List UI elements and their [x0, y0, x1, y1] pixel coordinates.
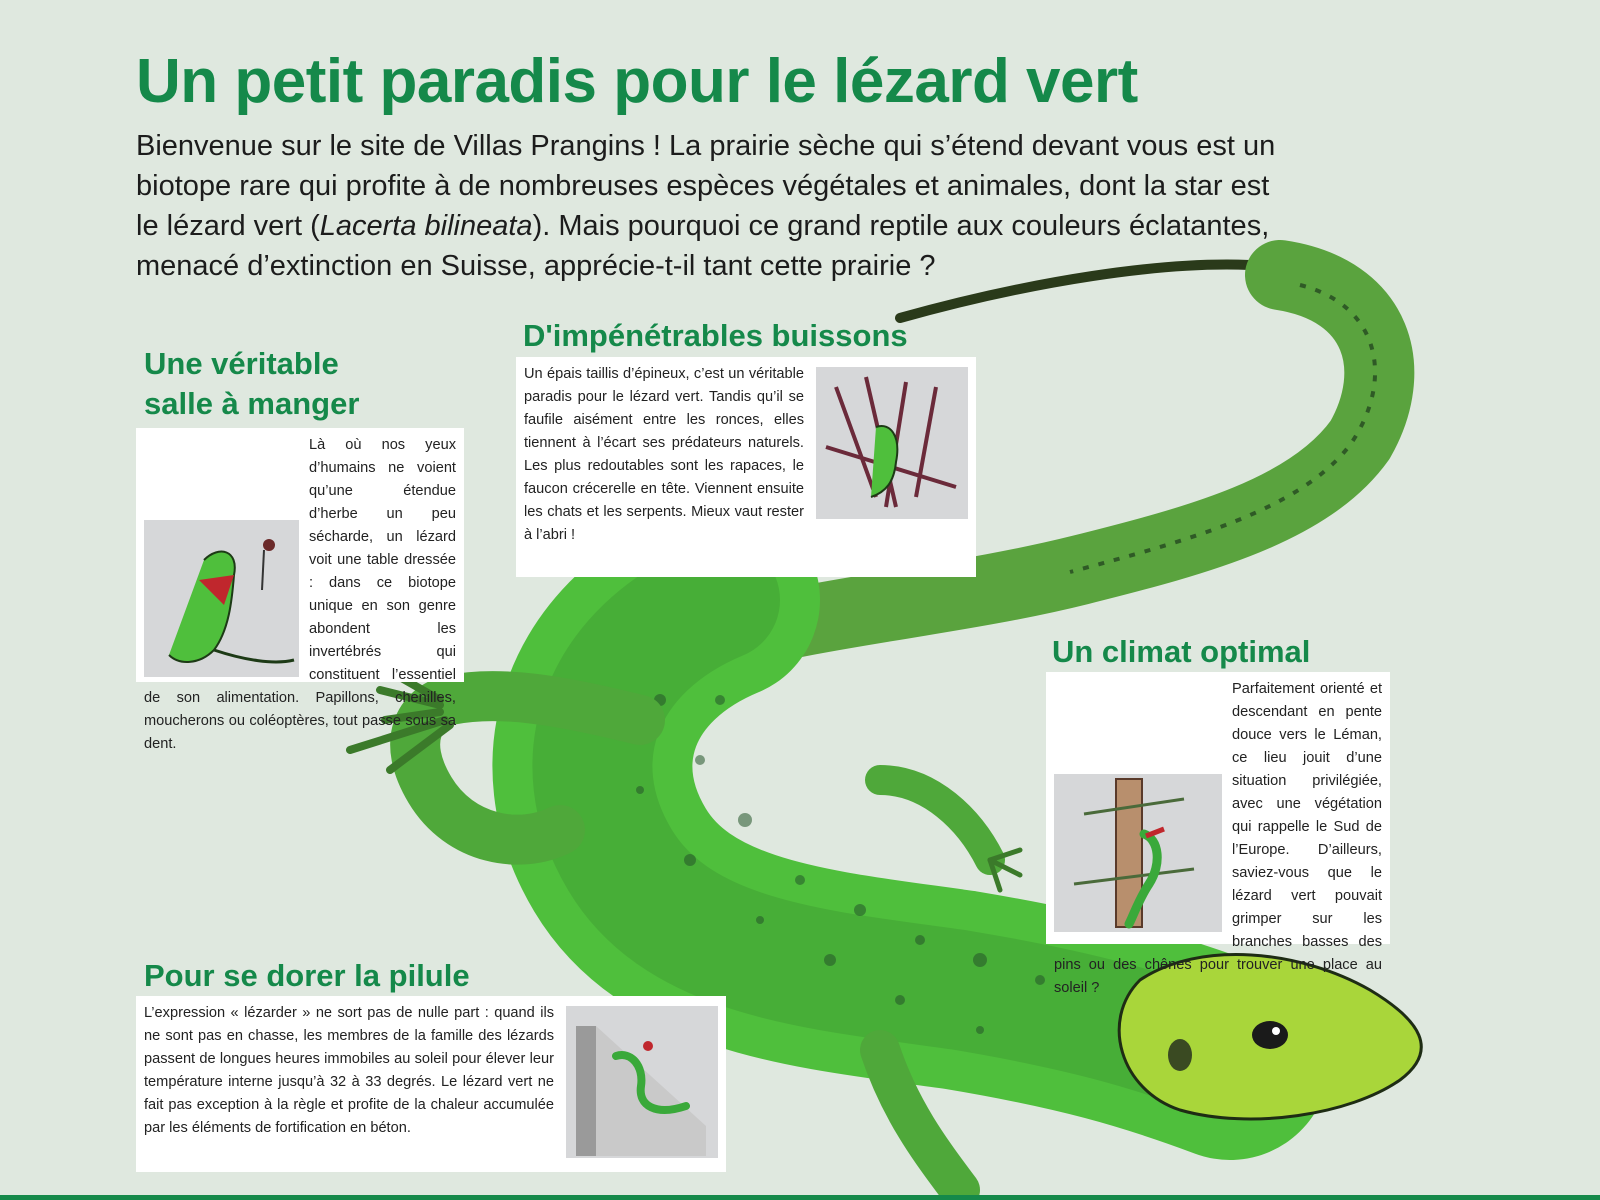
intro-line-1: Bienvenue sur le site de Villas Prangins ! La prairie sèche qui s’étend devant vous est un — [136, 130, 1276, 162]
lizard-in-bushes-illustration — [816, 367, 968, 519]
bottom-rule — [0, 1195, 1600, 1200]
intro-line-4: menacé d’extinction en Suisse, apprécie-t-il tant cette prairie ? — [136, 250, 936, 282]
climate-text-box — [1046, 672, 1390, 996]
bushes-text-box — [516, 357, 976, 577]
dining-title-line-2: salle à manger — [144, 386, 360, 421]
intro-line-3b: ). Mais pourquoi ce grand reptile aux couleurs éclatantes, — [532, 210, 1270, 242]
intro-line-2: biotope rare qui profite à de nombreuses espèces végétales et animales, dont la star est — [136, 170, 1270, 202]
sunbathing-section-title: Pour se dorer la pilule — [144, 958, 470, 993]
page-title: Un petit paradis pour le lézard vert — [136, 47, 1138, 116]
dining-text-box — [136, 428, 464, 752]
lizard-eating-illustration — [144, 520, 299, 677]
dining-text: Là où nos yeux d’humains ne voient qu’une étendue d’herbe un peu sécharde, un lézard voit une table dressée : dans ce biotope unique en son genre abondent les invertébrés qui constituent l’essentiel de son alimentation. Papillons, chenilles, moucherons ou coléoptères, tout passe sous sa dent. — [144, 437, 456, 752]
lizard-climbing-tree-illustration — [1054, 774, 1222, 932]
lizard-sunbathing-illustration — [566, 1006, 718, 1158]
sunbathing-text: L’expression « lézarder » ne sort pas de nulle part : quand ils ne sont pas en chasse, les membres de la famille des lézards passent de longues heures immobiles au soleil pour élever leur température interne jusqu’à 32 à 33 degrés. Le lézard vert ne fait pas exception à la règle et profite de la chaleur accumulée par les éléments de fortification en béton. — [144, 1005, 554, 1136]
sunbathing-text-box — [136, 996, 726, 1172]
bushes-section-title: D'impénétrables buissons — [523, 318, 908, 353]
dining-section-title — [144, 344, 359, 424]
species-name: Lacerta bilineata — [319, 210, 533, 242]
dining-title-line-1: Une véritable — [144, 346, 339, 381]
climate-section-title: Un climat optimal — [1052, 634, 1311, 669]
climate-text: Parfaitement orienté et descendant en pente douce vers le Léman, ce lieu jouit d’une situation privilégiée, avec une végétation qui rappelle le Sud de l’Europe. D’ailleurs, saviez-vous que le lézard vert pouvait grimper sur les branches basses des pins ou des chênes pour trouver une place au soleil ? — [1054, 681, 1382, 996]
intro-line-3a: le lézard vert ( — [136, 210, 320, 242]
bushes-text: Un épais taillis d’épineux, c’est un véritable paradis pour le lézard vert. Tandis qu’il se faufile aisément entre les ronces, elles tiennent à l’écart ses prédateurs naturels. Les plus redoutables sont les rapaces, le faucon crécerelle en tête. Viennent ensuite les chats et les serpents. Mieux vaut rester à l’abri ! — [524, 366, 804, 543]
intro-paragraph — [136, 126, 1376, 286]
